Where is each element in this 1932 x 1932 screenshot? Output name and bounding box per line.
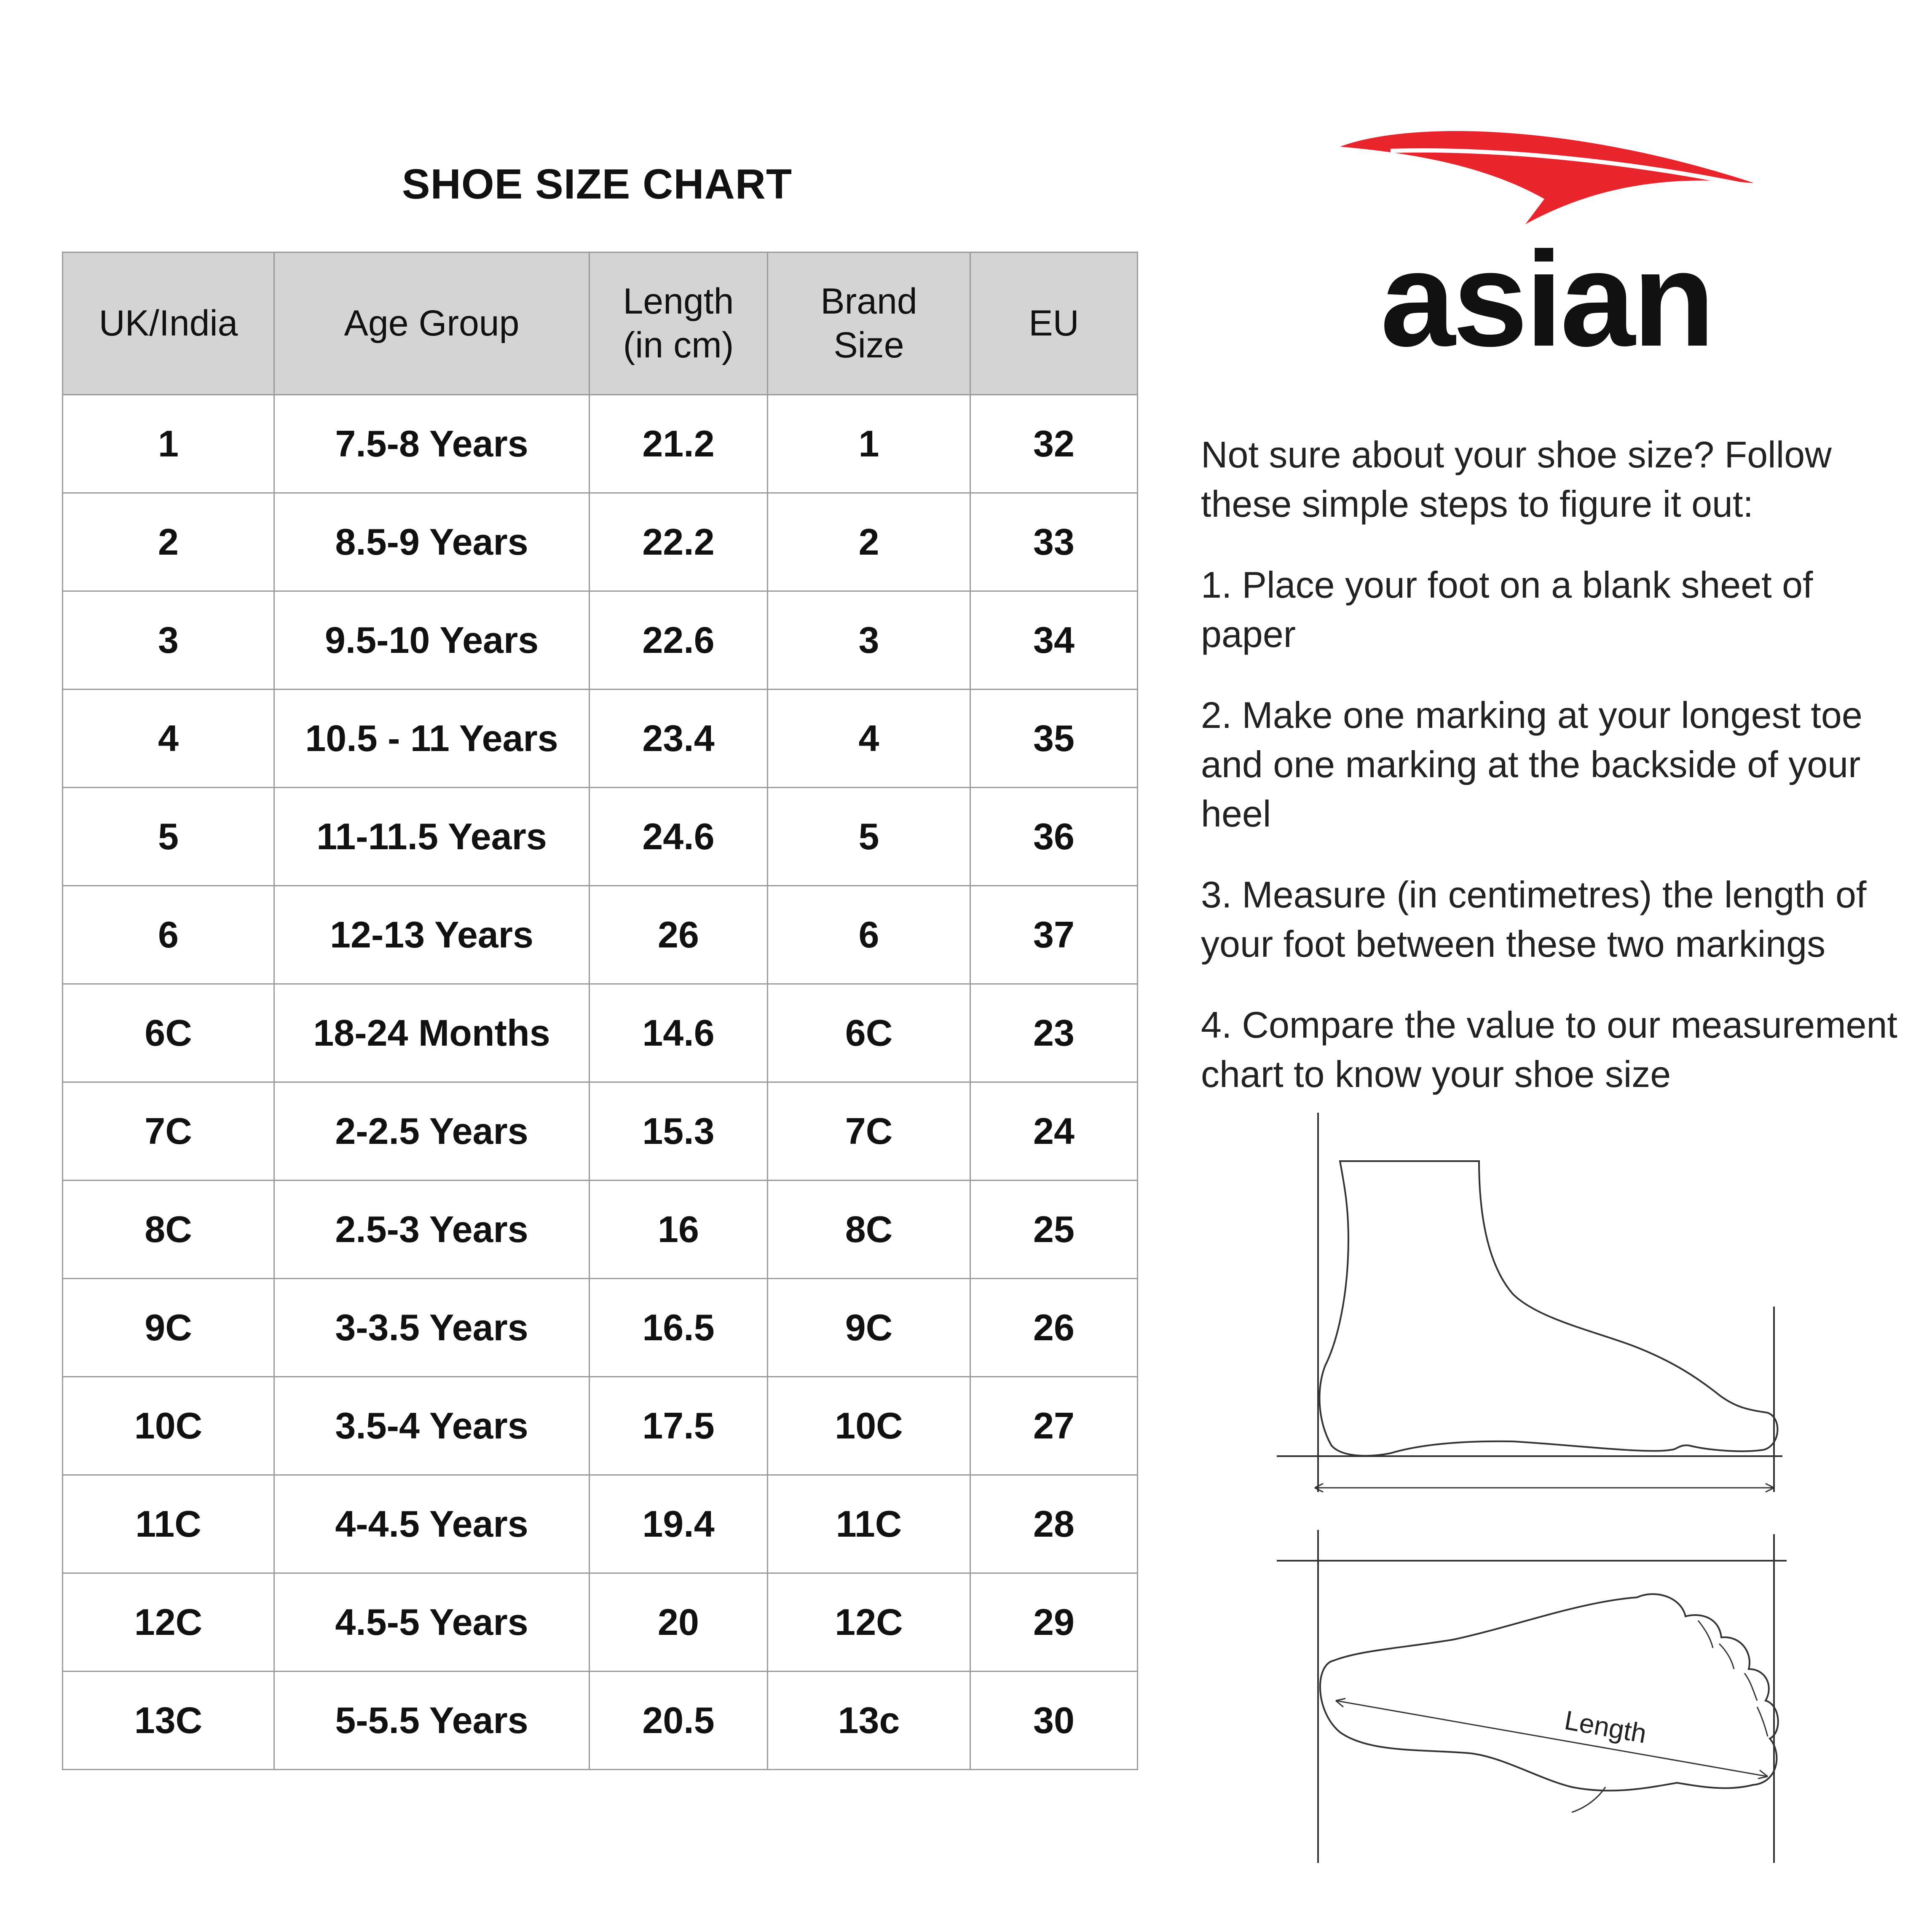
table-cell-eu: 29: [970, 1573, 1138, 1672]
foot-side-outline: [1319, 1161, 1777, 1456]
table-cell-length-cm: 22.6: [590, 591, 768, 690]
table-cell-age-group: 18-24 Months: [274, 984, 590, 1082]
column-header-length-cm: [590, 252, 768, 395]
foot-side-view: [1277, 1113, 1782, 1492]
table-cell-eu: 27: [970, 1377, 1138, 1475]
table-cell-age-group: 4-4.5 Years: [274, 1475, 590, 1573]
table-cell-uk-india: 6: [63, 886, 274, 984]
instruction-step: [1201, 560, 1917, 659]
table-row: [63, 1377, 1138, 1475]
table-cell-uk-india: 4: [63, 690, 274, 788]
table-cell-uk-india: 11C: [63, 1475, 274, 1573]
table-cell-eu: 33: [970, 493, 1138, 591]
table-cell-length-cm: 24.6: [590, 788, 768, 886]
table-cell-brand-size: 4: [768, 690, 970, 788]
table-cell-eu: 26: [970, 1279, 1138, 1377]
logo-wordmark: asian: [1380, 223, 1713, 362]
table-cell-eu: 24: [970, 1082, 1138, 1181]
length-arrow: [1336, 1699, 1768, 1779]
table-cell-brand-size: 2: [768, 493, 970, 591]
step-number: 3.: [1201, 874, 1232, 915]
table-cell-uk-india: 13C: [63, 1672, 274, 1770]
table-cell-brand-size: 11C: [768, 1475, 970, 1573]
table-row: [63, 493, 1138, 591]
foot-top-outline: [1320, 1594, 1778, 1790]
table-cell-length-cm: 22.2: [590, 493, 768, 591]
table-cell-brand-size: 5: [768, 788, 970, 886]
table-cell-brand-size: 3: [768, 591, 970, 690]
table-cell-age-group: 5-5.5 Years: [274, 1672, 590, 1770]
length-arrow: [1315, 1484, 1774, 1492]
step-number: 1.: [1201, 564, 1232, 606]
length-label: Length: [1562, 1704, 1649, 1749]
table-cell-length-cm: 15.3: [590, 1082, 768, 1181]
table-cell-eu: 25: [970, 1181, 1138, 1279]
table-cell-age-group: 2.5-3 Years: [274, 1181, 590, 1279]
foot-top-view: [1277, 1530, 1787, 1863]
table-cell-eu: 35: [970, 690, 1138, 788]
table-cell-brand-size: 12C: [768, 1573, 970, 1672]
table-cell-uk-india: 6C: [63, 984, 274, 1082]
table-cell-eu: 30: [970, 1672, 1138, 1770]
column-header-eu: [970, 252, 1138, 395]
table-cell-age-group: 11-11.5 Years: [274, 788, 590, 886]
table-cell-uk-india: 12C: [63, 1573, 274, 1672]
table-row: [63, 788, 1138, 886]
table-cell-brand-size: 13c: [768, 1672, 970, 1770]
step-text: Compare the value to our measurement chart to know your shoe size: [1201, 1004, 1897, 1095]
table-cell-brand-size: 7C: [768, 1082, 970, 1181]
table-cell-length-cm: 21.2: [590, 395, 768, 493]
column-header-text: EU: [1029, 303, 1079, 343]
table-cell-uk-india: 5: [63, 788, 274, 886]
table-cell-age-group: 10.5 - 11 Years: [274, 690, 590, 788]
table-cell-age-group: 8.5-9 Years: [274, 493, 590, 591]
table-cell-brand-size: 6C: [768, 984, 970, 1082]
column-header-text: Age Group: [344, 303, 520, 343]
table-cell-age-group: 3.5-4 Years: [274, 1377, 590, 1475]
table-cell-brand-size: 6: [768, 886, 970, 984]
instructions: [1201, 430, 1917, 1130]
column-header-text: Length: [623, 281, 734, 322]
instruction-steps: [1201, 560, 1917, 1099]
table-cell-brand-size: 8C: [768, 1181, 970, 1279]
instruction-step: [1201, 870, 1917, 969]
table-cell-age-group: 2-2.5 Years: [274, 1082, 590, 1181]
table-cell-age-group: 9.5-10 Years: [274, 591, 590, 690]
table-cell-eu: 32: [970, 395, 1138, 493]
table-cell-eu: 23: [970, 984, 1138, 1082]
table-cell-uk-india: 3: [63, 591, 274, 690]
step-text: Measure (in centimetres) the length of your foot between these two markings: [1201, 874, 1867, 965]
step-number: 2.: [1201, 694, 1232, 736]
table-cell-length-cm: 14.6: [590, 984, 768, 1082]
table-cell-age-group: 7.5-8 Years: [274, 395, 590, 493]
table-cell-eu: 34: [970, 591, 1138, 690]
table-row: [63, 690, 1138, 788]
table-cell-length-cm: 17.5: [590, 1377, 768, 1475]
table-cell-eu: 28: [970, 1475, 1138, 1573]
table-cell-length-cm: 26: [590, 886, 768, 984]
table-cell-brand-size: 1: [768, 395, 970, 493]
table-cell-length-cm: 20.5: [590, 1672, 768, 1770]
table-row: [63, 1279, 1138, 1377]
table-cell-uk-india: 2: [63, 493, 274, 591]
step-text: Make one marking at your longest toe and one marking at the backside of your heel: [1201, 694, 1862, 835]
table-row: [63, 1181, 1138, 1279]
table-row: [63, 1573, 1138, 1672]
chart-title: SHOE SIZE CHART: [402, 161, 793, 208]
table-cell-age-group: 3-3.5 Years: [274, 1279, 590, 1377]
step-number: 4.: [1201, 1004, 1232, 1046]
table-cell-uk-india: 7C: [63, 1082, 274, 1181]
instructions-intro: Not sure about your shoe size? Follow these simple steps to figure it out:: [1201, 434, 1832, 525]
table-cell-length-cm: 23.4: [590, 690, 768, 788]
table-row: [63, 886, 1138, 984]
asian-logo: [1340, 126, 1753, 362]
table-cell-age-group: 12-13 Years: [274, 886, 590, 984]
table-cell-uk-india: 8C: [63, 1181, 274, 1279]
table-row: [63, 1475, 1138, 1573]
table-cell-length-cm: 19.4: [590, 1475, 768, 1573]
step-text: Place your foot on a blank sheet of paper: [1201, 564, 1813, 655]
table-cell-length-cm: 16.5: [590, 1279, 768, 1377]
table-row: [63, 1082, 1138, 1181]
column-header-age-group: [274, 252, 590, 395]
size-table: [62, 252, 1138, 1770]
table-cell-brand-size: 10C: [768, 1377, 970, 1475]
table-row: [63, 591, 1138, 690]
table-cell-brand-size: 9C: [768, 1279, 970, 1377]
table-cell-eu: 36: [970, 788, 1138, 886]
table-cell-length-cm: 20: [590, 1573, 768, 1672]
column-header-text: Size: [833, 325, 904, 365]
column-header-uk-india: [63, 252, 274, 395]
table-row: [63, 395, 1138, 493]
table-header-row: [63, 252, 1138, 395]
instruction-step: [1201, 690, 1917, 838]
instruction-step: [1201, 1000, 1917, 1099]
table-cell-age-group: 4.5-5 Years: [274, 1573, 590, 1672]
logo-swoosh: [1340, 131, 1753, 224]
table-row: [63, 984, 1138, 1082]
table-cell-length-cm: 16: [590, 1181, 768, 1279]
column-header-text: UK/India: [99, 303, 238, 343]
column-header-text: (in cm): [623, 325, 734, 365]
column-header-text: Brand: [820, 281, 917, 322]
table-cell-eu: 37: [970, 886, 1138, 984]
table-row: [63, 1672, 1138, 1770]
table-cell-uk-india: 9C: [63, 1279, 274, 1377]
table-cell-uk-india: 10C: [63, 1377, 274, 1475]
foot-measurement-diagram: [1277, 1113, 1799, 1863]
table-cell-uk-india: 1: [63, 395, 274, 493]
column-header-brand-size: [768, 252, 970, 395]
